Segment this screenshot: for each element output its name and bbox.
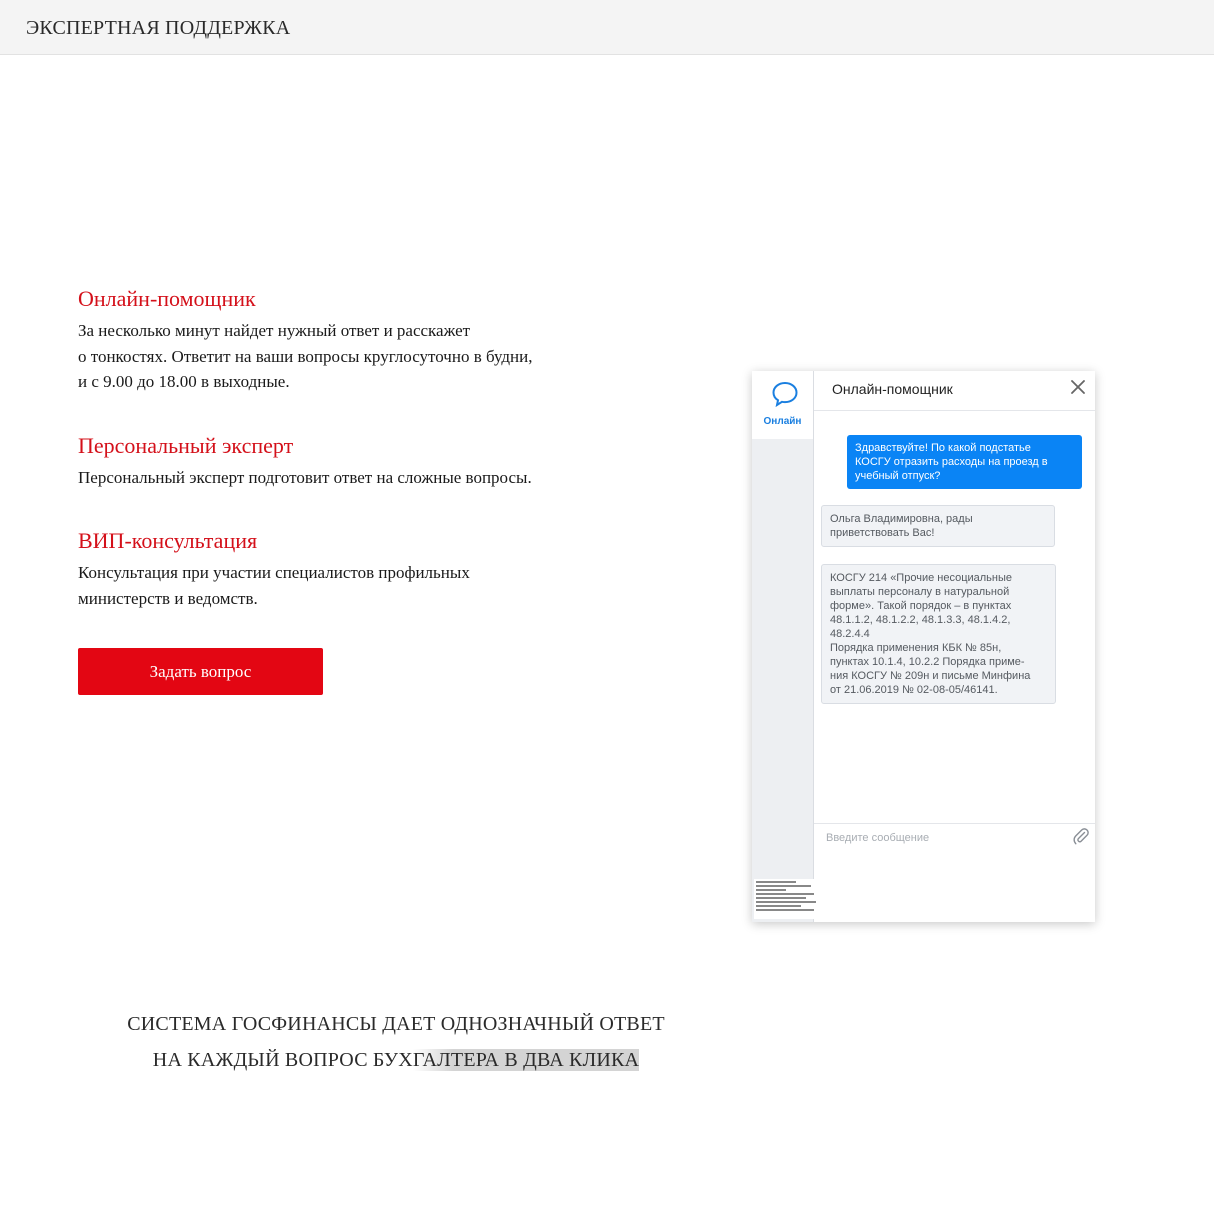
feature-vip-consultation	[78, 528, 470, 611]
bot-message	[821, 564, 1056, 704]
chat-sidebar	[752, 371, 814, 922]
feature-online-assistant	[78, 286, 533, 395]
bottom-heading-line-2	[96, 1042, 696, 1078]
paperclip-icon[interactable]	[1072, 827, 1090, 845]
chat-bubble-icon	[771, 380, 799, 408]
message-text: КОСГУ 214 «Прочие несоциальные выплаты персоналу в натуральной форме». Такой порядок – в пунктах 48.1.1.2, 48.1.2.2, 48.1.3.3, 48.1.4.2, 48.2.4.4 Порядка применения КБК № 85н, пунктах 10.1.4, 10.2.2 Порядка приме- ния КОСГУ № 209н и письме Минфина от 21.06.2019 № 02-08-05/46141.	[830, 572, 1031, 696]
message-text: Здравствуйте! По какой подстатье КОСГУ отразить расходы на проезд в учебный отпуск?	[855, 442, 1048, 482]
user-message	[847, 435, 1082, 489]
chat-input-area	[814, 823, 1095, 922]
feature-personal-expert	[78, 433, 532, 491]
chat-tab-label: Онлайн	[763, 416, 802, 427]
message-input[interactable]	[824, 828, 1064, 848]
top-bar	[0, 0, 1214, 55]
feature-description: Персональный эксперт подготовит ответ на сложные вопросы.	[78, 468, 532, 487]
feature-description: Консультация при участии специалистов профильных министерств и ведомств.	[78, 563, 470, 608]
feature-description: За несколько минут найдет нужный ответ и расскажет о тонкостях. Ответит на ваши вопросы круглосуточно в будни, и с 9.00 до 18.00 в выходные.	[78, 321, 533, 391]
chat-widget-preview	[752, 371, 1095, 922]
message-text: Ольга Владимировна, рады приветствовать Вас!	[830, 513, 973, 539]
bot-message	[821, 505, 1055, 547]
feature-title: ВИП-консультация	[78, 528, 258, 553]
bottom-heading-line-1: СИСТЕМА ГОСФИНАНСЫ ДАЕТ ОДНОЗНАЧНЫЙ ОТВЕТ	[127, 1013, 665, 1035]
bottom-heading	[96, 1006, 696, 1078]
chat-header	[814, 371, 1095, 411]
document-thumbnail	[754, 879, 818, 919]
page-title: ЭКСПЕРТНАЯ ПОДДЕРЖКА	[26, 17, 291, 39]
ask-question-button[interactable]: Задать вопрос	[78, 648, 323, 695]
chat-tab-online[interactable]	[752, 371, 813, 439]
close-icon[interactable]	[1069, 378, 1087, 396]
chat-title: Онлайн-помощник	[832, 381, 953, 397]
bottom-heading-line-2-start: НА КАЖДЫЙ ВОПРОС БУХ	[152, 1049, 413, 1071]
feature-title: Персональный эксперт	[78, 433, 294, 458]
feature-title: Онлайн-помощник	[78, 286, 256, 311]
highlighted-text: ГАЛТЕРА В ДВА КЛИКА	[412, 1049, 640, 1071]
